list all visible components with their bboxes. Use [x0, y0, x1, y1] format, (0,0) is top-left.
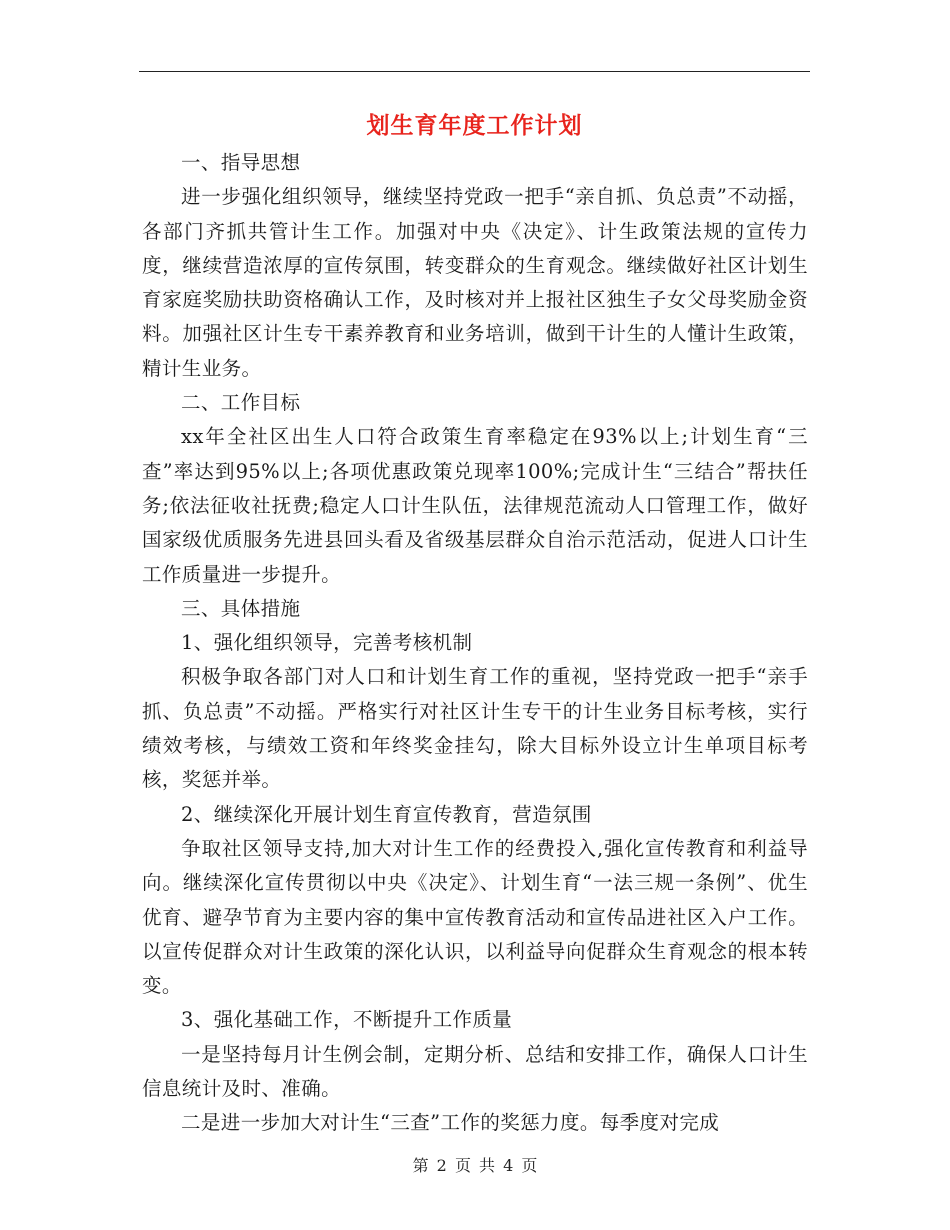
page-number: 第 2 页 共 4 页 — [412, 1156, 538, 1175]
paragraph-guiding-thought: 进一步强化组织领导，继续坚持党政一把手“亲自抓、负总责”不动摇，各部门齐抓共管计生工作。加强对中央《决定》、计生政策法规的宣传力度，继续营造浓厚的宣传氛围，转变群众的生育观念。继续做好社区计划生育家庭奖励扶助资格确认工作，及时核对并上报社区独生子女父母奖励金资料。加强社区计生专干素养教育和业务培训，做到干计生的人懂计生政策，精计生业务。 — [142, 185, 808, 380]
subheading-measure-2: 2、继续深化开展计划生育宣传教育，营造氛围 — [181, 802, 592, 826]
heading-work-goals: 二、工作目标 — [181, 391, 301, 415]
paragraph-measure-3-item-2: 二是进一步加大对计生“三查”工作的奖惩力度。每季度对完成 — [181, 1111, 720, 1135]
subheading-measure-3: 3、强化基础工作，不断提升工作质量 — [181, 1008, 513, 1032]
paragraph-measure-3-item-1: 一是坚持每月计生例会制，定期分析、总结和安排工作，确保人口计生信息统计及时、准确。 — [142, 1042, 808, 1101]
heading-guiding-thought: 一、指导思想 — [181, 151, 301, 174]
paragraph-work-goals: xx年全社区出生人口符合政策生育率稳定在93%以上;计划生育“三查”率达到95%以上;各项优惠政策兑现率100%;完成计生“三结合”帮扶任务;依法征收社抚费;稳定人口计生队伍，法律规范流动人口管理工作，做好国家级优质服务先进县回头看及省级基层群众自治示范活动，促进人口计生工作质量进一步提升。 — [142, 425, 808, 586]
subheading-measure-1: 1、强化组织领导，完善考核机制 — [181, 631, 473, 655]
document-title: 划生育年度工作计划 — [366, 112, 583, 139]
paragraph-measure-1: 积极争取各部门对人口和计划生育工作的重视，坚持党政一把手“亲手抓、负总责”不动摇。严格实行对社区计生专干的计生业务目标考核，实行绩效考核，与绩效工资和年终奖金挂勾，除大目标外设立计生单项目标考核，奖惩并举。 — [142, 665, 808, 792]
document-body — [142, 146, 808, 1141]
paragraph-measure-2: 争取社区领导支持,加大对计生工作的经费投入,强化宣传教育和利益导向。继续深化宣传贯彻以中央《决定》、计划生育“一法三规一条例”、优生优育、避孕节育为主要内容的集中宣传教育活动和宣传品进社区入户工作。以宣传促群众对计生政策的深化认识，以利益导向促群众生育观念的根本转变。 — [142, 836, 808, 998]
heading-specific-measures: 三、具体措施 — [181, 596, 301, 620]
header-rule — [139, 71, 810, 72]
